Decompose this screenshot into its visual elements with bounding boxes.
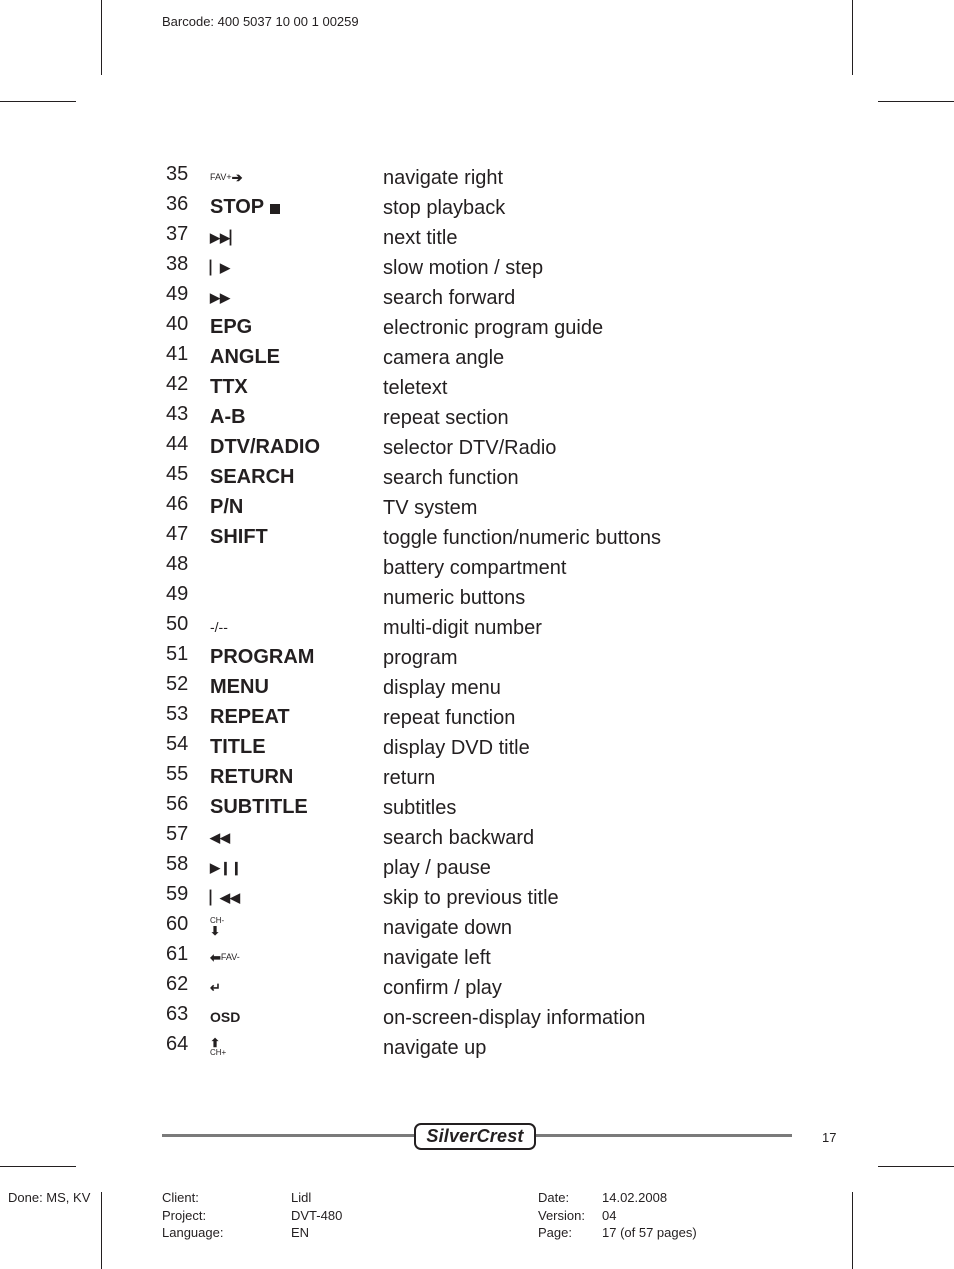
- key-symbol: [210, 462, 294, 492]
- key-symbol: [210, 732, 266, 762]
- footer-values-right: [602, 1189, 697, 1242]
- down-arrow-icon: ⬇: [210, 924, 221, 938]
- key-symbol: [210, 162, 243, 192]
- crop-mark-right-top: [878, 101, 954, 102]
- key-label: CH-: [210, 916, 225, 925]
- item-description: battery compartment: [383, 557, 567, 579]
- list-item: [166, 432, 806, 462]
- key-label: STOP: [210, 195, 265, 218]
- item-description: display DVD title: [383, 737, 530, 759]
- list-item: [166, 552, 806, 582]
- key-label: PROGRAM: [210, 645, 315, 668]
- item-number: 64: [166, 1033, 189, 1055]
- list-item: [166, 942, 806, 972]
- item-number: 36: [166, 193, 189, 215]
- key-symbol: [210, 342, 280, 372]
- item-number: 35: [166, 163, 189, 185]
- footer-labels-left: [162, 1189, 223, 1242]
- list-item: [166, 972, 806, 1002]
- key-symbol: [210, 312, 252, 342]
- done-by: Done: MS, KV: [8, 1190, 91, 1205]
- play-pause-icon: ▶❙❙: [210, 859, 242, 875]
- key-label: A-B: [210, 405, 246, 428]
- date-value: 14.02.2008: [602, 1190, 668, 1205]
- date-label: Date:: [538, 1190, 570, 1205]
- list-item: [166, 192, 806, 222]
- item-number: 37: [166, 223, 189, 245]
- key-symbol: [210, 762, 293, 792]
- item-description: toggle function/numeric buttons: [383, 527, 661, 549]
- list-item: [166, 252, 806, 282]
- item-description: teletext: [383, 377, 448, 399]
- list-item: [166, 582, 806, 612]
- key-symbol: [210, 672, 269, 702]
- list-item: [166, 762, 806, 792]
- footer-rule-right: [536, 1134, 792, 1137]
- version-value: 04: [602, 1207, 617, 1223]
- item-description: navigate up: [383, 1037, 487, 1059]
- key-symbol: [210, 1032, 226, 1062]
- item-number: 51: [166, 643, 189, 665]
- barcode-text: Barcode: 400 5037 10 00 1 00259: [162, 14, 359, 29]
- crop-mark-left-bottom: [0, 1166, 76, 1167]
- item-number: 58: [166, 853, 189, 875]
- item-number: 56: [166, 793, 189, 815]
- list-item: [166, 402, 806, 432]
- logo-text: SilverCrest: [426, 1126, 524, 1146]
- key-label: TITLE: [210, 735, 266, 758]
- key-label: -/--: [210, 619, 228, 635]
- crop-mark-left-top: [0, 101, 76, 102]
- item-description: camera angle: [383, 347, 505, 369]
- list-item: [166, 372, 806, 402]
- key-symbol: [210, 222, 240, 252]
- language-label: Language:: [162, 1225, 224, 1240]
- list-item: [166, 792, 806, 822]
- key-label: FAV-: [220, 952, 240, 962]
- crop-mark-top-right: [852, 0, 853, 75]
- item-description: slow motion / step: [383, 257, 544, 279]
- list-item: [166, 702, 806, 732]
- page-number: 17: [822, 1130, 837, 1145]
- page-value: 17 (of 57 pages): [602, 1225, 697, 1240]
- item-description: navigate left: [383, 947, 491, 969]
- list-item: [166, 672, 806, 702]
- enter-return-icon: ↵: [210, 979, 221, 995]
- item-description: return: [383, 767, 436, 789]
- item-number: 40: [166, 313, 189, 335]
- key-label: RETURN: [210, 765, 294, 788]
- crop-mark-top-left: [101, 0, 102, 75]
- key-symbol: [210, 702, 290, 732]
- button-legend-list: [166, 162, 806, 1062]
- item-number: 46: [166, 493, 189, 515]
- item-number: 54: [166, 733, 189, 755]
- item-number: 41: [166, 343, 189, 365]
- item-description: search forward: [383, 287, 516, 309]
- crop-mark-bottom-left: [101, 1192, 102, 1269]
- key-label: DTV/RADIO: [210, 435, 320, 458]
- footer-values-left: [291, 1189, 342, 1242]
- item-description: subtitles: [383, 797, 457, 819]
- key-symbol: [210, 402, 246, 432]
- list-item: [166, 162, 806, 192]
- item-number: 49: [166, 283, 189, 305]
- key-symbol: [210, 522, 268, 552]
- item-description: display menu: [383, 677, 501, 699]
- list-item: [166, 852, 806, 882]
- item-number: 55: [166, 763, 189, 785]
- list-item: [166, 342, 806, 372]
- item-number: 47: [166, 523, 189, 545]
- item-description: stop playback: [383, 197, 506, 219]
- list-item: [166, 462, 806, 492]
- key-label: EPG: [210, 315, 253, 338]
- list-item: [166, 522, 806, 552]
- item-description: electronic program guide: [383, 317, 604, 339]
- item-description: repeat section: [383, 407, 509, 429]
- item-description: program: [383, 647, 458, 669]
- project-label: Project:: [162, 1207, 207, 1223]
- item-number: 59: [166, 883, 189, 905]
- list-item: [166, 282, 806, 312]
- item-number: 52: [166, 673, 189, 695]
- list-item: [166, 732, 806, 762]
- item-number: 53: [166, 703, 189, 725]
- next-track-icon: ▶▶▏: [210, 229, 240, 245]
- client-label: Client:: [162, 1190, 199, 1205]
- key-symbol: [210, 252, 230, 282]
- key-symbol: [210, 282, 230, 312]
- key-symbol: [210, 192, 280, 222]
- key-symbol: [210, 642, 314, 672]
- key-label: OSD: [210, 1009, 241, 1025]
- item-description: numeric buttons: [383, 587, 526, 609]
- key-symbol: [210, 852, 242, 882]
- list-item: [166, 822, 806, 852]
- key-label: SHIFT: [210, 525, 268, 548]
- item-description: navigate down: [383, 917, 512, 939]
- project-value: DVT-480: [291, 1207, 343, 1223]
- list-item: [166, 1032, 806, 1062]
- key-label: MENU: [210, 675, 269, 698]
- key-symbol: [210, 492, 243, 522]
- key-symbol: [210, 372, 248, 402]
- item-number: 49: [166, 583, 189, 605]
- list-item: [166, 912, 806, 942]
- list-item: [166, 492, 806, 522]
- slow-step-icon: ▏▶: [210, 259, 230, 275]
- key-symbol: [210, 432, 320, 462]
- item-description: confirm / play: [383, 977, 502, 999]
- language-value: EN: [291, 1225, 310, 1240]
- item-number: 50: [166, 613, 189, 635]
- right-arrow-icon: ➔: [231, 169, 243, 185]
- item-number: 44: [166, 433, 189, 455]
- key-symbol: [210, 792, 308, 822]
- stop-square-icon: [270, 204, 280, 214]
- list-item: [166, 222, 806, 252]
- silvercrest-logo: [414, 1123, 536, 1150]
- item-description: next title: [383, 227, 458, 249]
- item-description: on-screen-display information: [383, 1007, 646, 1029]
- list-item: [166, 1002, 806, 1032]
- list-item: [166, 612, 806, 642]
- list-item: [166, 642, 806, 672]
- fast-forward-icon: ▶▶: [210, 289, 230, 305]
- version-label: Version:: [538, 1207, 585, 1223]
- item-description: multi-digit number: [383, 617, 542, 639]
- left-arrow-icon: ⬅: [210, 949, 221, 965]
- list-item: [166, 882, 806, 912]
- item-number: 60: [166, 913, 189, 935]
- client-value: Lidl: [291, 1190, 312, 1205]
- rewind-icon: ◀◀: [210, 829, 230, 845]
- key-symbol: [210, 912, 224, 942]
- item-description: TV system: [383, 497, 478, 519]
- item-description: play / pause: [383, 857, 491, 879]
- key-label: FAV+: [210, 172, 232, 182]
- footer-rule-left: [162, 1134, 416, 1137]
- previous-track-icon: ▏◀◀: [210, 889, 240, 905]
- key-label: TTX: [210, 375, 248, 398]
- list-item: [166, 312, 806, 342]
- item-number: 42: [166, 373, 189, 395]
- key-symbol: [210, 942, 240, 972]
- item-number: 63: [166, 1003, 189, 1025]
- key-label: SUBTITLE: [210, 795, 308, 818]
- item-number: 43: [166, 403, 189, 425]
- footer-labels-right: [538, 1189, 585, 1242]
- item-number: 48: [166, 553, 189, 575]
- item-number: 62: [166, 973, 189, 995]
- page-label: Page:: [538, 1225, 572, 1240]
- key-symbol: [210, 822, 230, 852]
- item-description: search backward: [383, 827, 535, 849]
- item-number: 61: [166, 943, 189, 965]
- item-description: navigate right: [383, 167, 504, 189]
- item-number: 45: [166, 463, 189, 485]
- key-label: ANGLE: [210, 345, 280, 368]
- key-label: REPEAT: [210, 705, 290, 728]
- key-label: SEARCH: [210, 465, 295, 488]
- crop-mark-right-bottom: [878, 1166, 954, 1167]
- item-number: 57: [166, 823, 189, 845]
- item-description: skip to previous title: [383, 887, 559, 909]
- item-number: 38: [166, 253, 189, 275]
- crop-mark-bottom-right: [852, 1192, 853, 1269]
- up-arrow-icon: ⬆: [210, 1036, 221, 1050]
- key-symbol: [210, 612, 228, 642]
- key-symbol: [210, 882, 240, 912]
- key-symbol: [210, 972, 221, 1002]
- key-label: P/N: [210, 495, 244, 518]
- key-symbol: [210, 1002, 240, 1032]
- key-label: CH+: [210, 1048, 227, 1057]
- item-description: repeat function: [383, 707, 516, 729]
- item-description: selector DTV/Radio: [383, 437, 557, 459]
- item-description: search function: [383, 467, 519, 489]
